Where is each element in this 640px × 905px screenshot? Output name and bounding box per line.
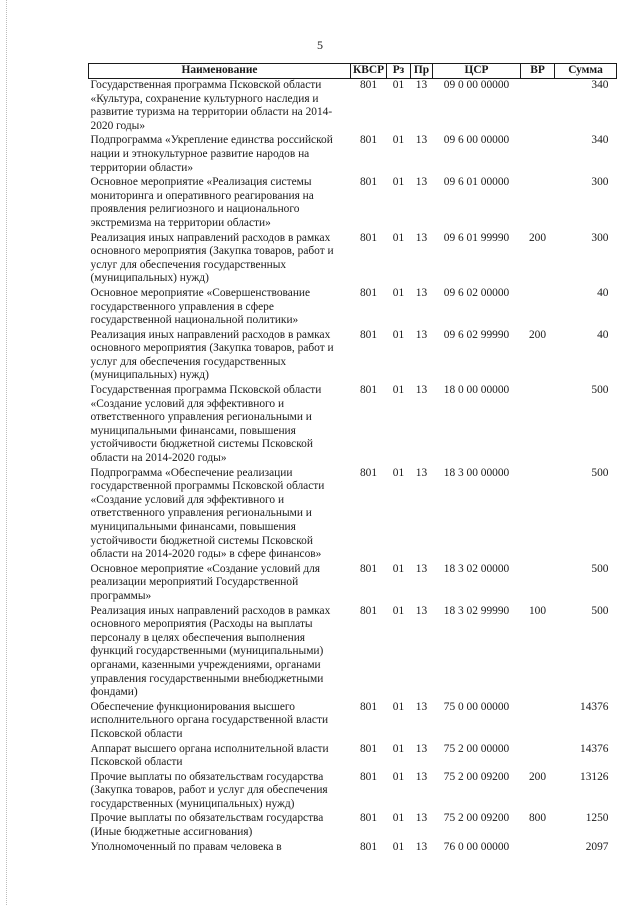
table-row	[89, 701, 617, 743]
cell-name: Основное мероприятие «Совершенствование государственного управления в сфере государственной национальной политики»	[90, 286, 311, 327]
cell-csr: 18 3 02 99990	[443, 604, 510, 617]
cell-rz: 01	[392, 231, 405, 244]
cell-csr: 75 0 00 00000	[443, 700, 510, 713]
cell-pr: 13	[415, 700, 428, 713]
cell-vr: 200	[528, 328, 547, 341]
cell-pr: 13	[415, 79, 428, 91]
cell-rz: 01	[392, 812, 405, 825]
cell-pr: 13	[415, 286, 428, 299]
cell-pr: 13	[415, 134, 428, 147]
cell-kvsr: 801	[359, 79, 378, 91]
cell-kvsr: 801	[359, 700, 378, 713]
cell-vr	[521, 563, 555, 605]
cell-name: Подпрограмма «Укрепление единства российской нации и этнокультурное развитие народов на территории области»	[90, 134, 333, 174]
header-row	[89, 64, 617, 79]
cell-name: Реализация иных направлений расходов в рамках основного мероприятия (Расходы на выплаты персоналу в целях обеспечения выполнения функций государственными (муниципальными) органами, казенными учреждениями, органами управления государственными внебюджетными фондами)	[90, 604, 331, 699]
budget-table	[88, 63, 617, 855]
cell-sum: 40	[597, 328, 609, 341]
cell-kvsr: 801	[359, 770, 378, 783]
table-row	[89, 841, 617, 856]
table-row	[89, 176, 617, 231]
header-rz: Рз	[387, 64, 411, 79]
cell-name: Прочие выплаты по обязательствам государства (Иные бюджетные ассигнования)	[90, 812, 324, 839]
header-sum: Сумма	[555, 64, 617, 79]
cell-csr: 18 3 00 00000	[443, 466, 510, 479]
cell-pr: 13	[415, 176, 428, 189]
cell-csr: 76 0 00 00000	[443, 840, 510, 853]
cell-pr: 13	[415, 328, 428, 341]
table-row	[89, 79, 617, 135]
header-kvsr: КВСР	[351, 64, 387, 79]
cell-sum: 300	[591, 231, 609, 244]
cell-kvsr: 801	[359, 286, 378, 299]
cell-kvsr: 801	[359, 231, 378, 244]
scan-edge-line	[6, 0, 7, 905]
header-csr: ЦСР	[433, 64, 521, 79]
cell-csr: 18 0 00 00000	[443, 384, 510, 397]
table-row	[89, 134, 617, 176]
table-row	[89, 771, 617, 813]
cell-name: Уполномоченный по правам человека в	[90, 840, 282, 853]
cell-vr	[521, 134, 555, 176]
cell-kvsr: 801	[359, 176, 378, 189]
cell-rz: 01	[392, 384, 405, 397]
cell-kvsr: 801	[359, 328, 378, 341]
table-body	[89, 79, 617, 856]
cell-name: Основное мероприятие «Реализация системы мониторинга и оперативного реагирования на проявления религиозного и национального экстремизма на территории области»	[90, 176, 314, 229]
cell-rz: 01	[392, 79, 405, 91]
cell-kvsr: 801	[359, 134, 378, 147]
cell-rz: 01	[392, 700, 405, 713]
cell-name: Обеспечение функционирования высшего исполнительного органа государственной власти Псковской области	[90, 700, 329, 740]
cell-name: Реализация иных направлений расходов в рамках основного мероприятия (Закупка товаров, работ и услуг для обеспечения государственных (муниципальных) нужд)	[90, 231, 334, 285]
cell-pr: 13	[415, 840, 428, 853]
cell-kvsr: 801	[359, 812, 378, 825]
cell-pr: 13	[415, 562, 428, 575]
page-number: 5	[317, 38, 323, 52]
cell-csr: 75 2 00 09200	[443, 770, 510, 783]
cell-rz: 01	[392, 742, 405, 755]
cell-pr: 13	[415, 812, 428, 825]
table-row	[89, 467, 617, 563]
cell-kvsr: 801	[359, 742, 378, 755]
cell-sum: 500	[591, 466, 609, 479]
header-vr: ВР	[521, 64, 555, 79]
cell-csr: 09 0 00 00000	[443, 79, 510, 91]
header-name: Наименование	[89, 64, 351, 79]
cell-csr: 09 6 02 00000	[443, 286, 510, 299]
cell-csr: 18 3 02 00000	[443, 562, 510, 575]
table-row	[89, 605, 617, 701]
table-row	[89, 743, 617, 771]
table-row	[89, 384, 617, 467]
cell-vr	[521, 79, 555, 135]
cell-csr: 09 6 02 99990	[443, 328, 510, 341]
cell-name: Основное мероприятие «Создание условий для реализации мероприятий Государственной программы»	[90, 562, 321, 602]
cell-vr: 100	[528, 604, 547, 617]
cell-pr: 13	[415, 466, 428, 479]
cell-kvsr: 801	[359, 840, 378, 853]
table-row	[89, 563, 617, 605]
cell-pr: 13	[415, 742, 428, 755]
cell-kvsr: 801	[359, 562, 378, 575]
cell-kvsr: 801	[359, 604, 378, 617]
cell-pr: 13	[415, 770, 428, 783]
cell-sum: 500	[591, 384, 609, 397]
cell-csr: 75 2 00 00000	[443, 742, 510, 755]
cell-vr	[521, 743, 555, 771]
cell-csr: 09 6 01 00000	[443, 176, 510, 189]
cell-vr: 200	[528, 770, 547, 783]
cell-vr	[521, 287, 555, 329]
cell-sum: 40	[597, 286, 609, 299]
cell-sum: 500	[591, 604, 609, 617]
cell-rz: 01	[392, 176, 405, 189]
cell-vr	[521, 176, 555, 231]
cell-sum: 500	[591, 562, 609, 575]
cell-sum: 1250	[585, 812, 609, 825]
table-header	[89, 64, 617, 79]
cell-sum: 300	[591, 176, 609, 189]
cell-sum: 13126	[580, 770, 609, 783]
cell-pr: 13	[415, 231, 428, 244]
cell-name: Подпрограмма «Обеспечение реализации государственной программы Псковской области «Создание условий для эффективного и ответственного управления региональными и муниципальными финансами, повышения устойчивости бюджетной системы Псковской области на 2014-2020 годы» в сфере финансов»	[90, 466, 325, 561]
cell-sum: 2097	[585, 840, 609, 853]
table-row	[89, 232, 617, 287]
cell-sum: 14376	[580, 742, 609, 755]
cell-rz: 01	[392, 562, 405, 575]
cell-name: Государственная программа Псковской области «Культура, сохранение культурного наследия и развитие туризма на территории области на 2014-2020 годы»	[90, 79, 333, 132]
cell-name: Реализация иных направлений расходов в рамках основного мероприятия (Закупка товаров, работ и услуг для обеспечения государственных (муниципальных) нужд)	[90, 328, 334, 382]
table-row	[89, 329, 617, 384]
cell-pr: 13	[415, 604, 428, 617]
cell-rz: 01	[392, 328, 405, 341]
cell-rz: 01	[392, 134, 405, 147]
cell-name: Прочие выплаты по обязательствам государства (Закупка товаров, работ и услуг для обеспечения государственных (муниципальных) нужд)	[90, 770, 328, 810]
cell-pr: 13	[415, 384, 428, 397]
cell-vr	[521, 841, 555, 856]
header-pr: Пр	[411, 64, 433, 79]
cell-rz: 01	[392, 466, 405, 479]
cell-kvsr: 801	[359, 384, 378, 397]
cell-csr: 75 2 00 09200	[443, 812, 510, 825]
table-row	[89, 812, 617, 840]
cell-rz: 01	[392, 286, 405, 299]
cell-sum: 340	[591, 79, 609, 91]
cell-csr: 09 6 01 99990	[443, 231, 510, 244]
cell-kvsr: 801	[359, 466, 378, 479]
cell-vr	[521, 384, 555, 467]
cell-rz: 01	[392, 840, 405, 853]
cell-rz: 01	[392, 770, 405, 783]
cell-rz: 01	[392, 604, 405, 617]
cell-csr: 09 6 00 00000	[443, 134, 510, 147]
cell-vr	[521, 701, 555, 743]
cell-vr: 800	[528, 812, 547, 825]
table-row	[89, 287, 617, 329]
cell-sum: 14376	[580, 700, 609, 713]
cell-vr: 200	[528, 231, 547, 244]
cell-name: Аппарат высшего органа исполнительной власти Псковской области	[90, 742, 329, 769]
cell-vr	[521, 467, 555, 563]
cell-sum: 340	[591, 134, 609, 147]
cell-name: Государственная программа Псковской области «Создание условий для эффективного и ответственного управления региональными и муниципальными финансами, повышения устойчивости бюджетной системы Псковской области на 2014-2020 годы»	[90, 384, 322, 465]
